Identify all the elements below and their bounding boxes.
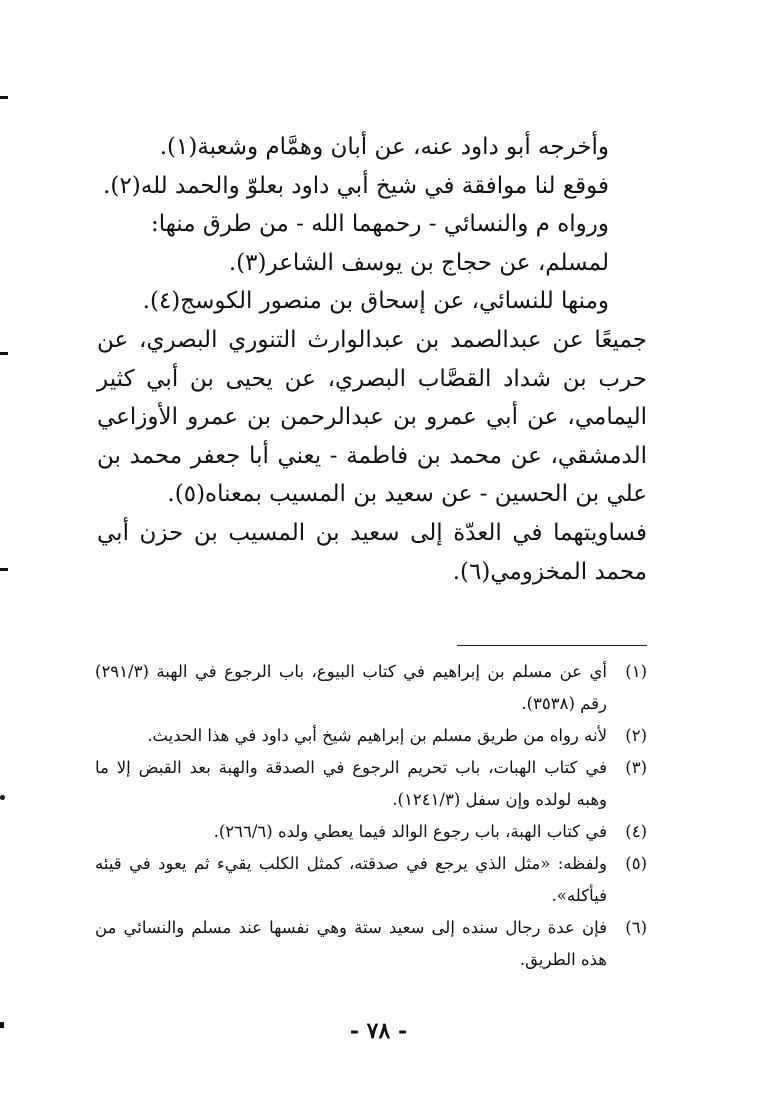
footnote-text: أي عن مسلم بن إبراهيم في كتاب البيوع، باب الرجوع في الهبة (٢٩١/٣) رقم (٣٥٣٨). xyxy=(95,662,607,713)
main-paragraph: فساويتهما في العدّة إلى سعيد بن المسيب بن حزن أبي محمد المخزومي(٦). xyxy=(97,519,647,585)
footnote-item xyxy=(95,720,647,752)
main-paragraph: ومنها للنسائي، عن إسحاق بن منصور الكوسج(٤). xyxy=(142,288,609,315)
page-number: - ٧٨ - xyxy=(349,1018,408,1044)
main-paragraph: لمسلم، عن حجاج بن يوسف الشاعر(٣). xyxy=(228,249,609,276)
main-paragraph: فوقع لنا موافقة في شيخ أبي داود بعلوّ والحمد لله(٢). xyxy=(103,172,609,199)
footnote-text: في كتاب الهبة، باب رجوع الوالد فيما يعطي ولده (٢٦٦/٦). xyxy=(213,822,607,841)
footnote-number: (٥) xyxy=(625,854,647,873)
footnote-text: ولفظه: «مثل الذي يرجع في صدقته، كمثل الكلب يقيء ثم يعود في قيئه فيأكله». xyxy=(95,854,607,905)
footnote-number: (٤) xyxy=(625,822,647,841)
footnote-item xyxy=(95,752,647,816)
main-paragraph: وأخرجه أبو داود عنه، عن أبان وهمَّام وشعبة(١). xyxy=(159,134,609,160)
footnote-item xyxy=(95,912,647,976)
footnote-item xyxy=(95,848,647,912)
footnote-text: فإن عدة رجال سنده إلى سعيد ستة وهي نفسها عند مسلم والنسائي من هذه الطريق. xyxy=(95,918,607,969)
footnote-item xyxy=(95,816,647,848)
scan-edge-mark xyxy=(0,795,5,800)
footnote-item xyxy=(95,656,647,720)
footnote-text: في كتاب الهبات، باب تحريم الرجوع في الصدقة والهبة بعد القبض إلا ما وهبه لولده وإن سفل (١٢٤١/٣). xyxy=(95,758,607,809)
footnote-number: (٦) xyxy=(625,918,647,937)
footnote-number: (١) xyxy=(625,662,647,681)
footnote-text: لأنه رواه من طريق مسلم بن إبراهيم شيخ أبي داود في هذا الحديث. xyxy=(147,726,607,745)
main-paragraph: جميعًا عن عبدالصمد بن عبدالوارث التنوري البصري، عن حرب بن شداد القصَّاب البصري، عن يحيى بن أبي كثير اليمامي، عن أبي عمرو بن عبدالرحمن بن عمرو الأوزاعي الدمشقي، عن محمد بن فاطمة - يعني أبا جعفر محمد بن علي بن الحسين - عن سعيد بن المسيب بمعناه(٥). xyxy=(97,326,647,508)
scan-edge-mark xyxy=(0,96,8,99)
main-text-body xyxy=(97,128,647,591)
footnote-number: (٢) xyxy=(625,726,647,745)
footnote-number: (٣) xyxy=(625,758,647,777)
footnote-separator xyxy=(457,645,647,646)
scan-edge-mark xyxy=(0,568,8,571)
main-paragraph: ورواه م والنسائي - رحمهما الله - من طرق منها: xyxy=(150,211,609,238)
scan-edge-mark xyxy=(0,352,8,355)
footnotes-section xyxy=(95,656,647,976)
